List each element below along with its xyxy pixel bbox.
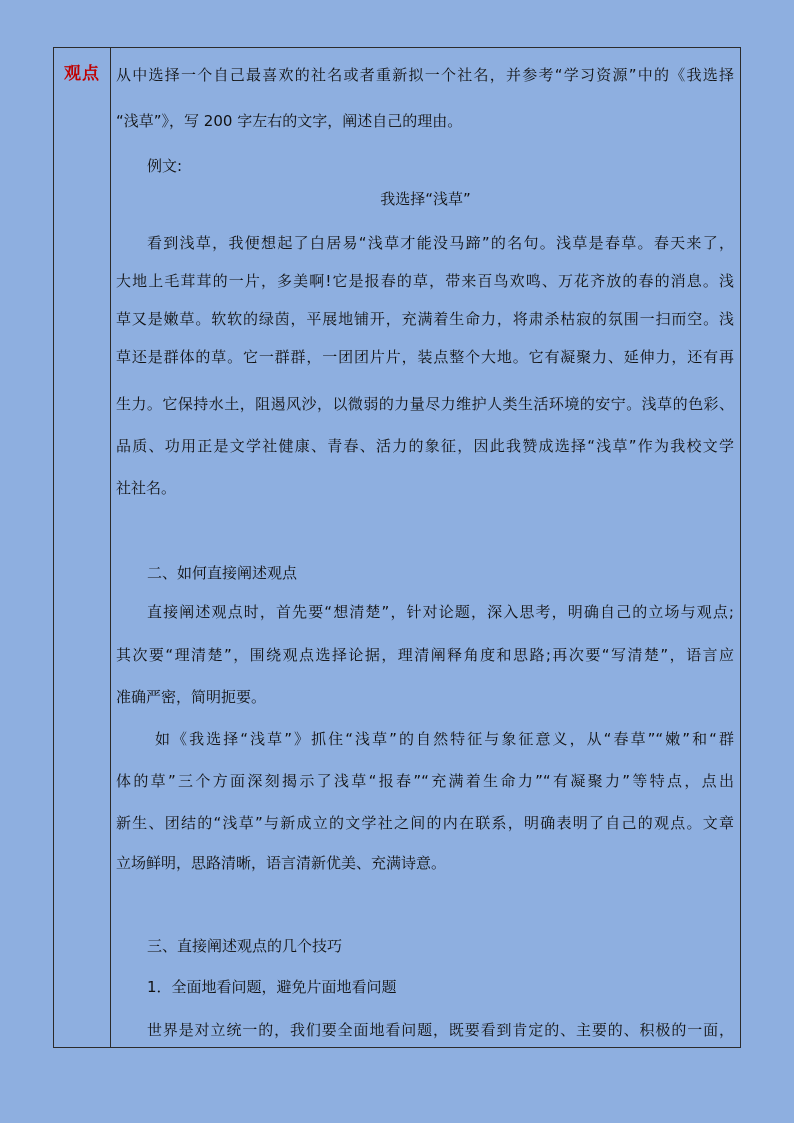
paragraph-line: 其次要“理清楚”，围绕观点选择论据，理清阐释角度和思路;再次要“写清楚”，语言应 [116, 646, 734, 664]
section-label: 观点 [64, 64, 100, 84]
intro-line: 从中选择一个自己最喜欢的社名或者重新拟一个社名，并参考“学习资源”中的《我选择 [116, 66, 734, 84]
content-table [53, 47, 741, 1048]
paragraph-line: 直接阐述观点时，首先要“想清楚”，针对论题，深入思考，明确自己的立场与观点; [147, 603, 734, 621]
essay-line: 草又是嫩草。软软的绿茵，平展地铺开，充满着生命力，将肃杀枯寂的氛围一扫而空。浅 [116, 310, 734, 328]
essay-line: 大地上毛茸茸的一片，多美啊!它是报春的草，带来百鸟欢鸣、万花齐放的春的消息。浅 [116, 272, 734, 290]
paragraph-line: 如《我选择“浅草”》抓住“浅草”的自然特征与象征意义，从“春草”“嫩”和“群 [155, 730, 734, 748]
essay-line: 生力。它保持水土，阻遏风沙，以微弱的力量尽力维护人类生活环境的安宁。浅草的色彩、 [116, 395, 734, 413]
intro-line: “浅草”》，写 200 字左右的文字，阐述自己的理由。 [116, 112, 463, 130]
essay-line: 品质、功用正是文学社健康、青春、活力的象征，因此我赞成选择“浅草”作为我校文学 [116, 437, 734, 455]
section-heading: 三、直接阐述观点的几个技巧 [147, 937, 343, 955]
paragraph-line: 体的草”三个方面深刻揭示了浅草“报春”“充满着生命力”“有凝聚力”等特点，点出 [116, 772, 734, 790]
content-cell [111, 48, 740, 1047]
paragraph-line: 世界是对立统一的，我们要全面地看问题，既要看到肯定的、主要的、积极的一面， [147, 1021, 734, 1039]
sub-heading: 1．全面地看问题，避免片面地看问题 [147, 978, 397, 996]
essay-title: 我选择“浅草” [380, 190, 471, 208]
essay-line: 社社名。 [116, 479, 177, 497]
label-cell [54, 48, 111, 1047]
paragraph-line: 准确严密，简明扼要。 [116, 688, 267, 706]
paragraph-line: 新生、团结的“浅草”与新成立的文学社之间的内在联系，明确表明了自己的观点。文章 [116, 814, 734, 832]
essay-line: 草还是群体的草。它一群群，一团团片片，装点整个大地。它有凝聚力、延伸力，还有再 [116, 348, 734, 366]
section-heading: 二、如何直接阐述观点 [147, 564, 298, 582]
paragraph-line: 立场鲜明，思路清晰，语言清新优美、充满诗意。 [116, 854, 447, 872]
example-label: 例文: [147, 157, 183, 175]
essay-line: 看到浅草，我便想起了白居易“浅草才能没马蹄”的名句。浅草是春草。春天来了， [147, 234, 734, 252]
